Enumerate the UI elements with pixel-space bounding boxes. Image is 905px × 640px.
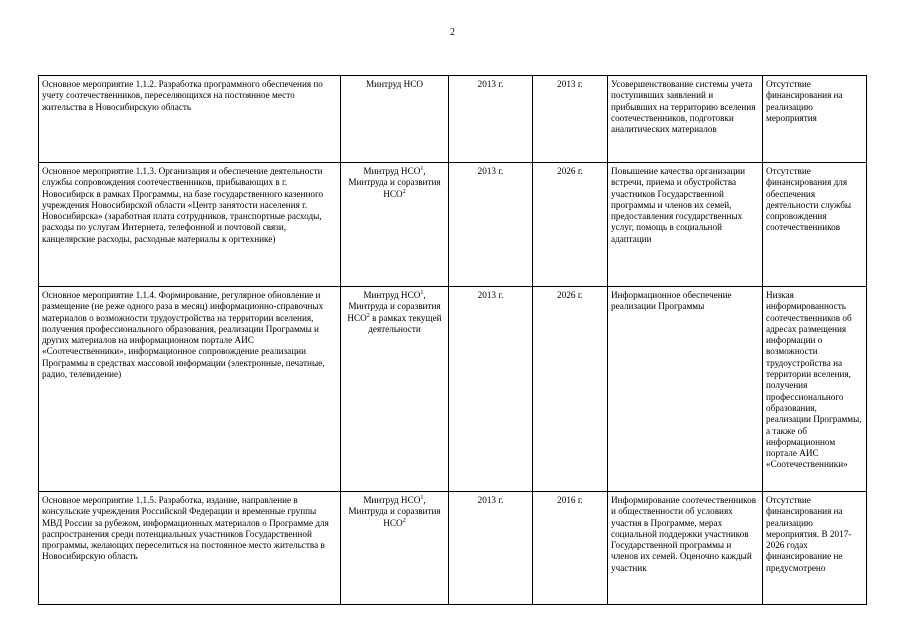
executor-name: , Минтруда и соразвития НСО bbox=[348, 166, 441, 199]
non-implementation-consequence: Отсутствие финансирования на реализацию мероприятия. В 2017-2026 годах финансирование не предусмотрено bbox=[763, 492, 867, 605]
non-implementation-consequence: Отсутствие финансирования для обеспечения деятельности службы сопровождения соотечественников bbox=[763, 163, 867, 287]
expected-result: Повышение качества организации встречи, приема и обустройства участников Государственной программы и членов их семей, предоставления государственных услуг, помощь в социальной адаптации bbox=[608, 163, 763, 287]
footnote-marker: 1 bbox=[420, 165, 424, 172]
start-year: 2013 г. bbox=[449, 76, 533, 163]
start-year: 2013 г. bbox=[449, 492, 533, 605]
executor-name: Минтруд НСО bbox=[363, 166, 421, 176]
footnote-marker: 2 bbox=[366, 312, 370, 319]
executor-cell bbox=[341, 76, 449, 163]
end-year: 2016 г. bbox=[533, 492, 608, 605]
start-year: 2013 г. bbox=[449, 163, 533, 287]
end-year: 2013 г. bbox=[533, 76, 608, 163]
footnote-marker: 1 bbox=[420, 289, 424, 296]
expected-result: Информирование соотечественников и общественности об условиях участия в Программе, мерах социальной поддержки участников Государственной программы и членов их семей. Оценочно каждый участник bbox=[608, 492, 763, 605]
measure-description: Основное мероприятие 1.1.2. Разработка программного обеспечения по учету соотечественников, переселяющихся на постоянное место жительства в Новосибирскую область bbox=[39, 76, 341, 163]
executor-cell bbox=[341, 163, 449, 287]
measure-description: Основное мероприятие 1.1.4. Формирование, регулярное обновление и размещение (не реже одного раза в месяц) информационно-справочных материалов о возможности трудоустройства на территории вселения, получения профессионального образования, реализации Программы и других материалов на информационном портале АИС «Соотечественники», информационное сопровождение реализации Программы в средствах массовой информации (электронные, печатные, радио, телевидение) bbox=[39, 287, 341, 492]
executor-name: Минтруд НСО bbox=[363, 290, 421, 300]
footnote-marker: 1 bbox=[420, 494, 424, 501]
table-row bbox=[39, 76, 867, 163]
table-row bbox=[39, 287, 867, 492]
expected-result: Усовершенствование системы учета поступивших заявлений и прибывших на территорию вселения соотечественников, подготовки аналитических материалов bbox=[608, 76, 763, 163]
non-implementation-consequence: Низкая информированность соотечественников об адресах размещения информации о возможности трудоустройства на территории вселения, получения профессионального образования, реализации Программы, а также об информационном портале АИС «Соотечественники» bbox=[763, 287, 867, 492]
expected-result: Информационное обеспечение реализации Программы bbox=[608, 287, 763, 492]
executor-cell bbox=[341, 287, 449, 492]
executor-cell bbox=[341, 492, 449, 605]
executor-note: в рамках текущей деятельности bbox=[368, 312, 442, 334]
measures-table bbox=[38, 75, 867, 605]
executor-name: Минтруд НСО bbox=[366, 79, 423, 89]
measure-description: Основное мероприятие 1.1.5. Разработка, издание, направление в консульские учреждения Российской Федерации и временные группы МВД России за рубежом, информационных материалов о Программе для распространения среди потенциальных участников Государственной программы, желающих переселиться на постоянное место жительства в Новосибирскую область bbox=[39, 492, 341, 605]
end-year: 2026 г. bbox=[533, 287, 608, 492]
end-year: 2026 г. bbox=[533, 163, 608, 287]
footnote-marker: 2 bbox=[402, 517, 406, 524]
footnote-marker: 2 bbox=[402, 188, 406, 195]
executor-name: Минтруд НСО bbox=[363, 495, 421, 505]
non-implementation-consequence: Отсутствие финансирования на реализацию мероприятия bbox=[763, 76, 867, 163]
table-row bbox=[39, 163, 867, 287]
start-year: 2013 г. bbox=[449, 287, 533, 492]
page-number: 2 bbox=[450, 27, 455, 38]
executor-name: , Минтруда и соразвития НСО bbox=[348, 495, 441, 528]
executor-name: , Минтруда и соразвития НСО bbox=[347, 290, 441, 323]
measure-description: Основное мероприятие 1.1.3. Организация и обеспечение деятельности службы сопровождения соотечественников, прибывающих в г. Новосибирск в рамках Программы, на базе государственного казенного учреждения Новосибирской области «Центр занятости населения г. Новосибирска» (заработная плата сотрудников, транспортные расходы, расходы по услугам Интернета, телефонной и почтовой связи, канцелярские расходы, расходные материалы к оргтехнике) bbox=[39, 163, 341, 287]
table-row bbox=[39, 492, 867, 605]
